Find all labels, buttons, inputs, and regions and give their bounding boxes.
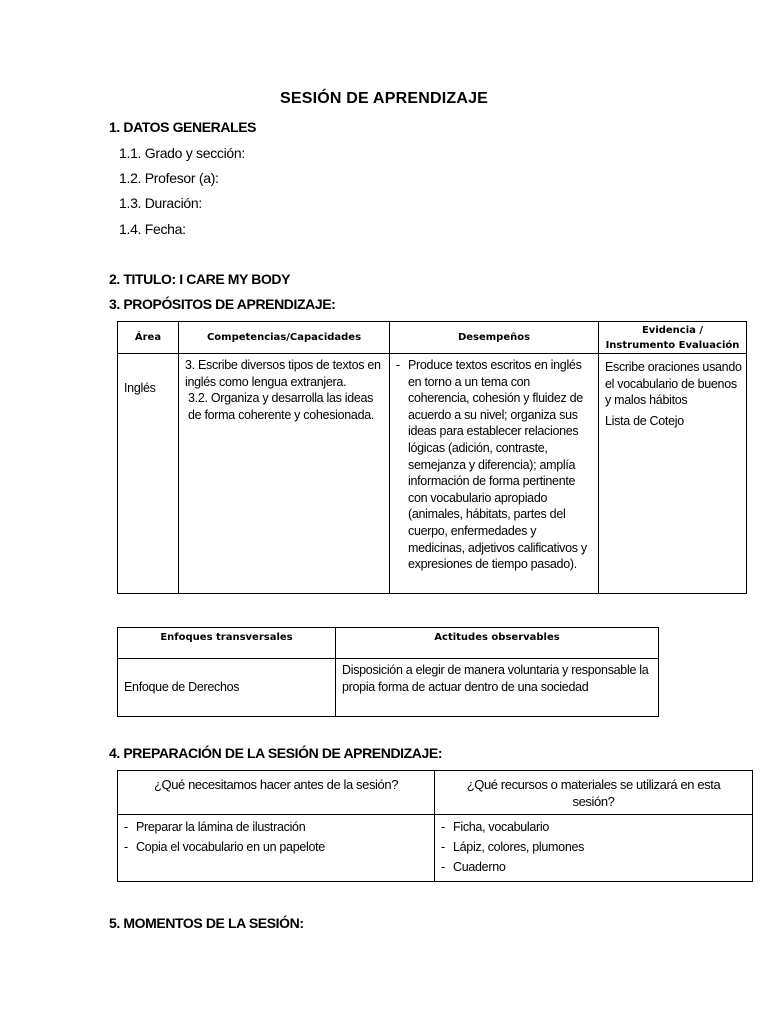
header-enfoques: Enfoques transversales <box>118 628 336 659</box>
grado-seccion-line: 1.1. Grado y sección: <box>119 145 245 161</box>
section-4-heading: 4. PREPARACIÓN DE LA SESIÓN DE APRENDIZAJE: <box>109 745 443 761</box>
instrumento-text: Lista de Cotejo <box>605 413 684 428</box>
propositos-table <box>117 321 747 594</box>
duracion-line: 1.3. Duración: <box>119 195 202 211</box>
cell-area: Inglés <box>118 354 179 594</box>
header-competencias: Competencias/Capacidades <box>179 322 390 354</box>
profesor-line: 1.2. Profesor (a): <box>119 170 219 186</box>
antes-item: - Preparar la lámina de ilustración <box>118 817 430 837</box>
section-5-heading: 5. MOMENTOS DE LA SESIÓN: <box>109 915 304 931</box>
antes-item: - Copia el vocabulario en un papelote <box>118 837 430 857</box>
recurso-item: - Lápiz, colores, plumones <box>435 837 748 857</box>
evidencia-text: Escribe oraciones usando el vocabulario de buenos y malos hábitos <box>605 360 742 408</box>
cell-evidencia <box>599 354 747 594</box>
header-evidencia <box>599 322 747 354</box>
header-area: Área <box>118 322 179 354</box>
header-antes: ¿Qué necesitamos hacer antes de la sesión? <box>118 771 435 815</box>
preparacion-table <box>117 770 753 882</box>
section-3-heading: 3. PROPÓSITOS DE APRENDIZAJE: <box>109 296 336 312</box>
header-recursos: ¿Qué recursos o materiales se utilizará en esta sesión? <box>435 771 753 815</box>
capacidad-text: 3.2. Organiza y desarrolla las ideas de forma coherente y cohesionada. <box>188 391 375 422</box>
section-2-heading: 2. TITULO: I CARE MY BODY <box>109 271 291 287</box>
recurso-item: - Cuaderno <box>435 857 748 877</box>
header-desempenos: Desempeños <box>390 322 599 354</box>
cell-enfoque: Enfoque de Derechos <box>118 659 336 717</box>
header-evidencia-line-2: Instrumento Evaluación <box>605 339 740 351</box>
document-title: SESIÓN DE APRENDIZAJE <box>279 90 489 107</box>
desempeno-item: - Produce textos escritos en inglés en torno a un tema con coherencia, cohesión y fluidez de acuerdo a su nivel; organiza sus ideas para establecer relaciones lógicas (adición, contraste, semejanza y diferencia); amplía información de forma pertinente con vocabulario apropiado (animales, hábitats, partes del cuerpo, enfermedades y medicinas, adjetivos calificativos y expresiones de tiempo pasado). <box>390 357 594 573</box>
cell-competencias <box>179 354 390 594</box>
enfoques-table <box>117 627 659 717</box>
section-1-heading: 1. DATOS GENERALES <box>109 119 257 135</box>
header-evidencia-line-1: Evidencia / <box>641 324 704 336</box>
header-actitudes: Actitudes observables <box>336 628 659 659</box>
cell-recursos <box>435 815 753 882</box>
cell-antes <box>118 815 435 882</box>
competencia-text: 3. Escribe diversos tipos de textos en inglés como lengua extranjera. <box>185 358 381 389</box>
cell-desempenos <box>390 354 599 594</box>
fecha-line: 1.4. Fecha: <box>119 221 186 237</box>
recurso-item: - Ficha, vocabulario <box>435 817 748 837</box>
cell-actitud: Disposición a elegir de manera voluntaria y responsable la propia forma de actuar dentro de una sociedad <box>336 659 659 717</box>
